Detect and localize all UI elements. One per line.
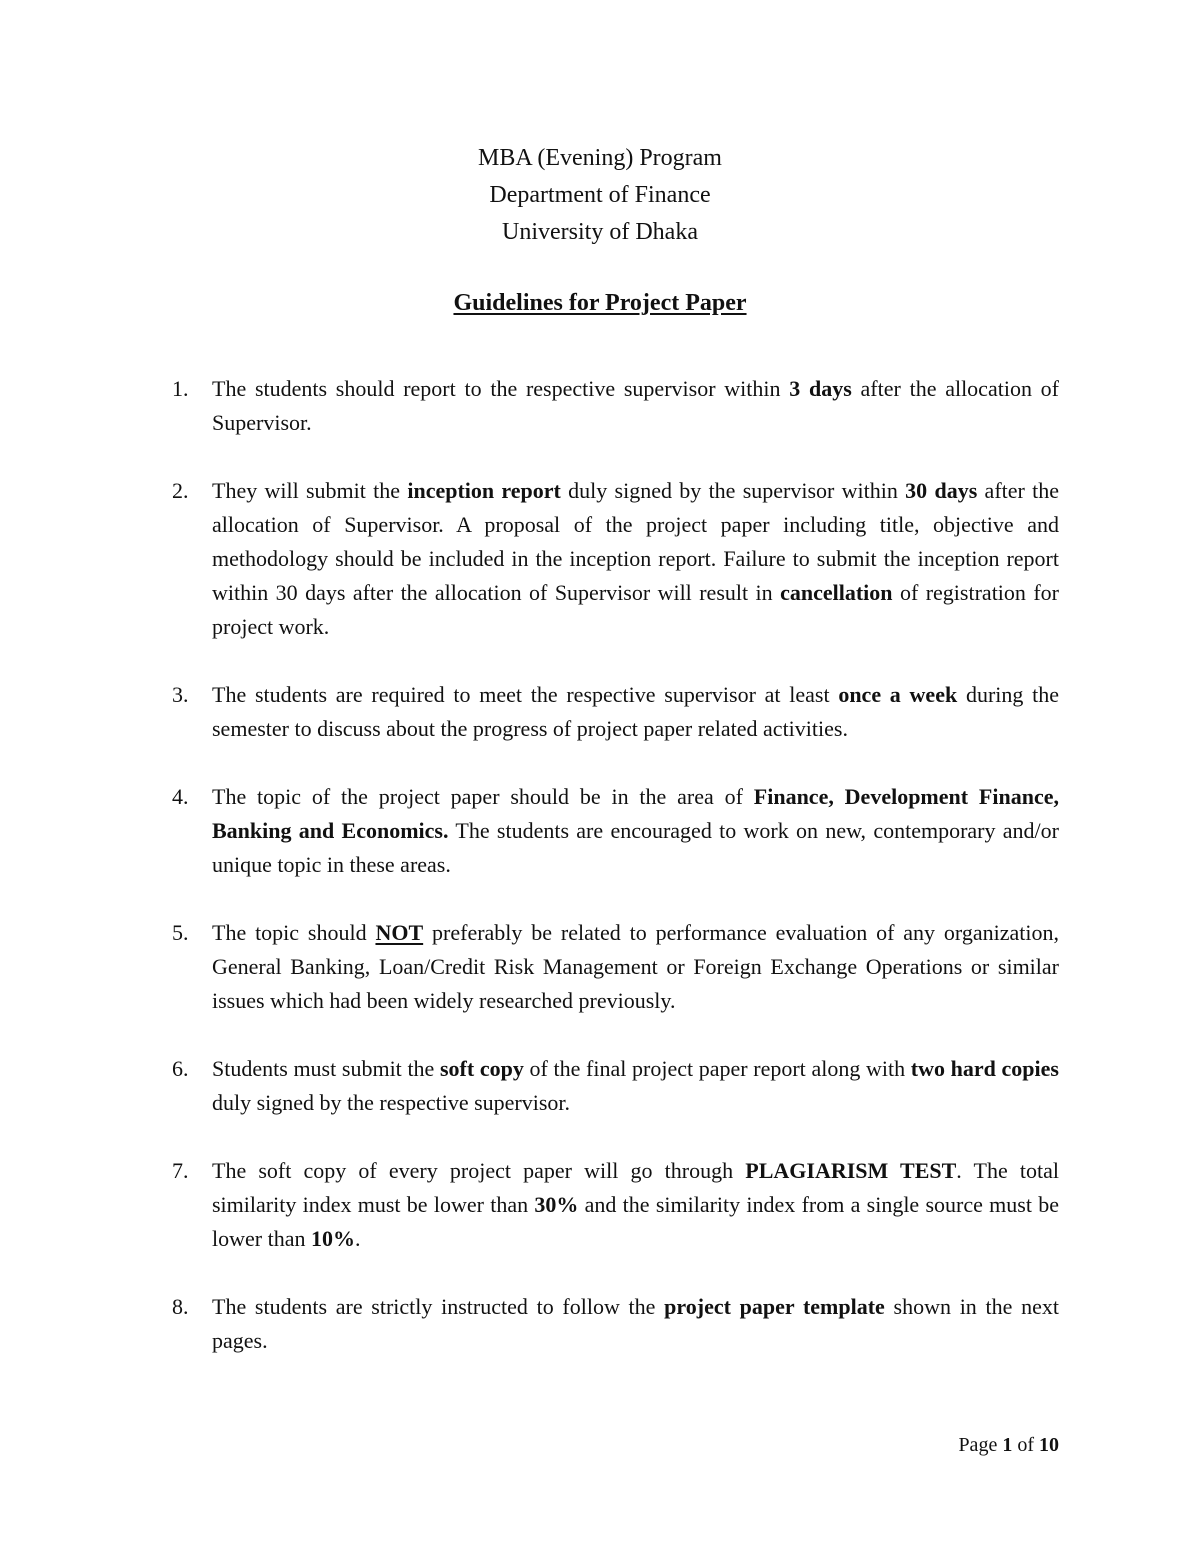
item-number: 7. [172,1158,189,1183]
item-text-part: during the semester to discuss about the progress of project paper related activities. [212,682,1059,741]
item-emphasis: cancellation [780,580,893,605]
item-text-part: The students should report to the respective supervisor within [212,376,790,401]
item-text-part: after the allocation of Supervisor. A proposal of the project paper including title, objective and methodology should be included in the inception report. Failure to submit the inception report within 30 days after the allocation of Supervisor will result in [212,478,1060,605]
item-text [212,474,1059,644]
item-text [212,1154,1059,1256]
document-title [0,286,1200,320]
item-number: 6. [172,1056,189,1081]
guideline-item-3 [172,678,1059,746]
item-text [212,1290,1059,1358]
item-emphasis: 30 days [905,478,978,503]
item-text-part: The soft copy of every project paper will go through [212,1158,746,1183]
page-number [958,1432,1059,1458]
item-text [212,372,1059,440]
item-text-part: of the final project paper report along with [523,1056,911,1081]
item-text-part: The topic of the project paper should be in the area of [212,784,754,809]
item-text-part: and the similarity index from a single source must be lower than [212,1192,1059,1251]
item-emphasis: soft copy [439,1056,524,1081]
item-emphasis: project paper template [664,1294,885,1319]
item-emphasis: 3 days [789,376,852,401]
item-number: 8. [172,1294,189,1319]
item-emphasis: Finance, Development Finance, Banking and Economics. [212,784,1059,843]
item-text [212,780,1059,882]
guideline-item-5 [172,916,1059,1018]
item-text-part: The students are encouraged to work on new, contemporary and/or unique topic in these areas. [212,818,1059,877]
guideline-item-2 [172,474,1059,644]
item-number: 1. [172,376,189,401]
item-text-part: . The total similarity index must be lower than [212,1158,1060,1217]
item-text-part: The students are strictly instructed to follow the [212,1294,665,1319]
program-name: MBA (Evening) Program [478,145,722,171]
item-text-part: after the allocation of Supervisor. [212,376,1060,435]
document-title-text: Guidelines for Project Paper [453,290,747,316]
current-page: 1 [1002,1434,1013,1456]
guideline-item-8 [172,1290,1059,1358]
item-text [212,678,1059,746]
page-label: Page [958,1434,1003,1456]
guideline-item-1 [172,372,1059,440]
guideline-item-6 [172,1052,1059,1120]
guideline-item-7 [172,1154,1059,1256]
item-text [212,1052,1059,1120]
item-number: 3. [172,682,189,707]
item-text-part: They will submit the [212,478,408,503]
university-name: University of Dhaka [502,219,698,245]
item-emphasis: two hard copies [910,1056,1059,1081]
item-emphasis: NOT [375,920,424,945]
department-name: Department of Finance [489,182,711,208]
item-emphasis: PLAGIARISM TEST [745,1158,957,1183]
item-text-part: Students must submit the [212,1056,440,1081]
item-emphasis: 30% [534,1192,579,1217]
guideline-item-4 [172,780,1059,882]
item-text-part: duly signed by the supervisor within [560,478,906,503]
item-text-part: preferably be related to performance evaluation of any organization, General Banking, Loan/Credit Risk Management or Foreign Exchange Operations or similar issues which had been widely researched previously. [212,920,1059,1013]
total-pages: 10 [1039,1434,1059,1456]
item-number: 5. [172,920,189,945]
item-text-part: The topic should [212,920,376,945]
item-text-part: of registration for project work. [212,580,1059,639]
item-text-part: shown in the next pages. [212,1294,1059,1353]
page-separator: of [1012,1434,1039,1456]
item-emphasis: once a week [838,682,958,707]
item-number: 4. [172,784,189,809]
item-text-part: . [354,1226,361,1251]
item-text [212,916,1059,1018]
guidelines-list [172,372,1059,1392]
item-emphasis: inception report [407,478,561,503]
item-text-part: duly signed by the respective supervisor. [212,1090,571,1115]
item-text-part: The students are required to meet the respective supervisor at least [212,682,839,707]
item-emphasis: 10% [310,1226,355,1251]
item-number: 2. [172,478,189,503]
document-header [0,140,1200,251]
